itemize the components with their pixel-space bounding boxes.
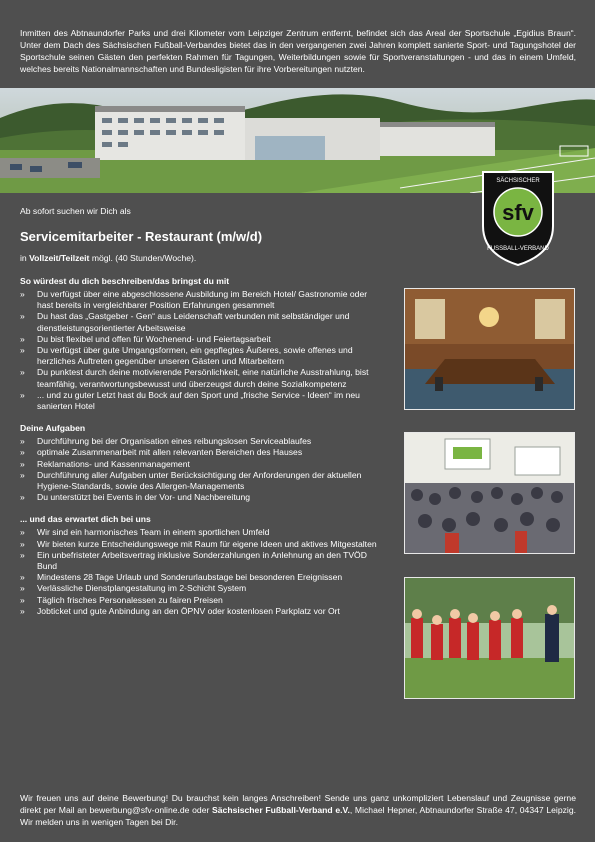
offer-list <box>20 527 382 617</box>
list-item: » Du punktest durch deine motivierende Persönlichkeit, eine natürliche Ausstrahlung, bist teamfähig, verantwortungsbewusst und überzeugst durch deine Sozialkompetenz <box>20 367 382 389</box>
list-item: » Ein unbefristeter Arbeitsvertrag inklusive Sonderzahlungen in Anlehnung an den TVÖD Bund <box>20 550 382 572</box>
list-item: » Jobticket und gute Anbindung an den ÖPNV oder kostenlosen Parkplatz vor Ort <box>20 606 382 617</box>
offer-heading: ... und das erwartet dich bei uns <box>20 514 151 525</box>
restaurant-photo <box>404 288 575 410</box>
list-item: » Durchführung bei der Organisation eines reibungslosen Serviceablaufes <box>20 436 382 447</box>
hours-type: Vollzeit/Teilzeit <box>29 253 90 263</box>
list-item: » Du bist flexibel und offen für Wochenend- und Feiertagsarbeit <box>20 334 382 345</box>
svg-text:sfv: sfv <box>502 200 534 225</box>
list-item: » Du hast das „Gastgeber - Gen“ aus Leidenschaft verbunden mit selbständiger und dienstleistungsorientierter Arbeitsweise <box>20 311 382 333</box>
job-title: Servicemitarbeiter - Restaurant (m/w/d) <box>20 229 263 244</box>
hours-line <box>20 253 382 263</box>
outro-part1: Wir freuen uns auf deine Bewerbung! Du brauchst kein langes Anschreiben! Sende uns ganz unkompliziert Lebenslauf und Zeugnisse gerne direkt per Mail an bewerbung@sfv-online.de oder <box>20 792 576 815</box>
svg-text:SÄCHSISCHER: SÄCHSISCHER <box>496 178 540 184</box>
intro-text: Inmitten des Abtnaundorfer Parks und drei Kilometer vom Leipziger Zentrum entfernt, befindet sich das Areal der Sportschule „Egidius Braun“. Unter dem Dach des Sächsischen Fußball-Verbandes bietet das in den vergangenen zwei Jahren komplett sanierte Sport- und Tagungshotel der Sportschule seinen Gästen den perfekten Rahmen für Tagungen, Weiterbildungen sowie für Sportveranstaltungen - und das in einem Umfeld, welches bereits Nationalmannschaften und Bundesligisten für ihre Vorbereitungen nutzten. <box>20 27 576 74</box>
list-item: » Täglich frisches Personalessen zu fairen Preisen <box>20 595 382 606</box>
list-item: » Du unterstützt bei Events in der Vor- und Nachbereitung <box>20 492 382 503</box>
list-item: » Verlässliche Dienstplangestaltung im 2-Schicht System <box>20 583 382 594</box>
list-item: » Wir sind ein harmonisches Team in einem sportlichen Umfeld <box>20 527 382 538</box>
football-team-photo <box>404 577 575 699</box>
tasks-heading: Deine Aufgaben <box>20 423 86 434</box>
list-item: » Du verfügst über eine abgeschlossene Ausbildung im Bereich Hotel/ Gastronomie oder hast bereits in vergleichbarer Position Erfahrungen gesammelt <box>20 289 382 311</box>
sfv-logo <box>479 168 557 268</box>
lead-text: Ab sofort suchen wir Dich als <box>20 206 131 216</box>
list-item: » Du verfügst über gute Umgangsformen, ein gepflegtes Äußeres, sowie offenes und herzliches Auftreten gegenüber unseren Gästen und Mitarbeitern <box>20 345 382 367</box>
list-item: » Durchführung aller Aufgaben unter Berücksichtigung der Anforderungen der aktuellen Hygiene-Standards, sowie des Allergen-Managements <box>20 470 382 492</box>
svg-text:FUSSBALL-VERBAND: FUSSBALL-VERBAND <box>487 246 549 252</box>
conference-photo <box>404 432 575 554</box>
hours-suffix: mögl. (40 Stunden/Woche). <box>91 253 197 263</box>
list-item: » optimale Zusammenarbeit mit allen relevanten Bereichen des Hauses <box>20 447 382 458</box>
main-content <box>20 206 382 628</box>
list-item: » Reklamations- und Kassenmanagement <box>20 459 382 470</box>
outro-text <box>20 792 576 828</box>
list-item: » Mindestens 28 Tage Urlaub und Sonderurlaubstage bei besonderen Ereignissen <box>20 572 382 583</box>
outro-part2: , Michael Hepner, Abtnaundorfer Straße 47, 04347 Leipzig. Wir melden uns in wenigen Tagen bei Dir. <box>20 804 576 827</box>
outro-org: Sächsischer Fußball-Verband e.V. <box>212 804 350 815</box>
profile-heading: So würdest du dich beschreiben/das bringst du mit <box>20 276 230 286</box>
hours-prefix: in <box>20 253 27 263</box>
profile-list <box>20 289 382 412</box>
list-item: » ... und zu guter Letzt hast du Bock auf den Sport und „frische Service - Ideen“ im neu sanierten Hotel <box>20 390 382 412</box>
list-item: » Wir bieten kurze Entscheidungswege mit Raum für eigene Ideen und aktives Mitgestalten <box>20 539 382 550</box>
tasks-list <box>20 436 382 503</box>
